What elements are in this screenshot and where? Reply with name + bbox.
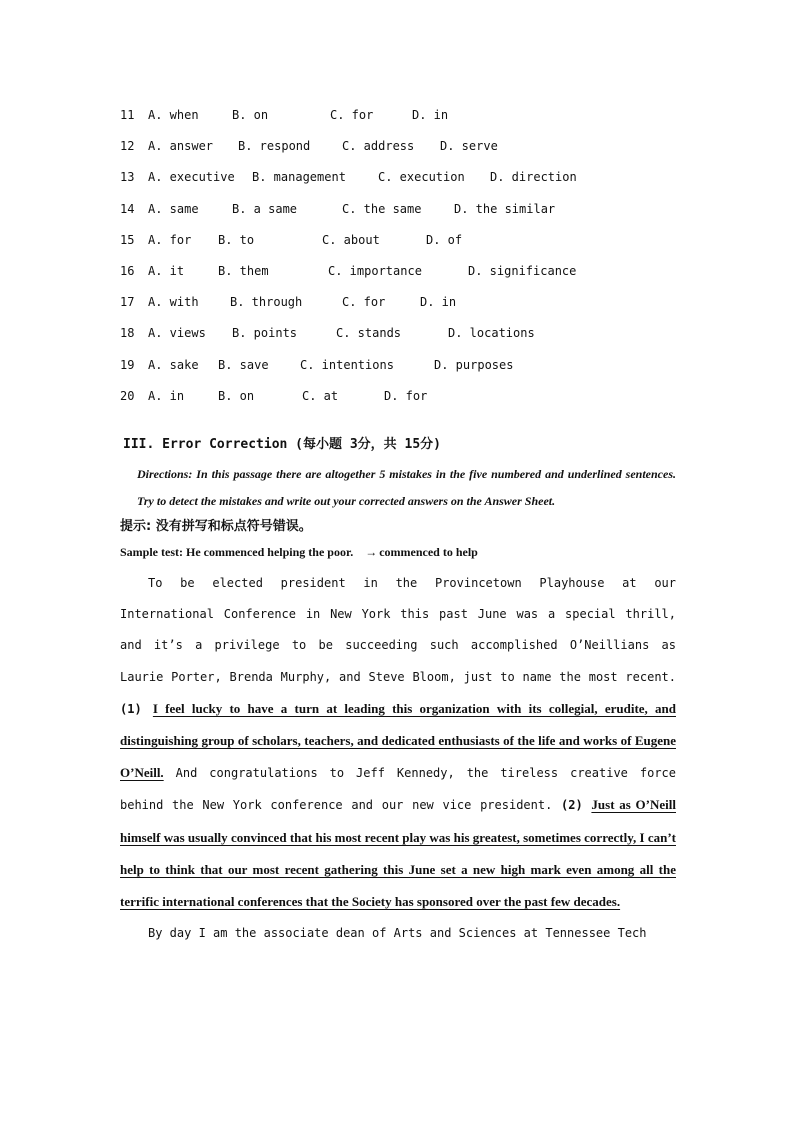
question-number: 14 (120, 201, 135, 216)
option-c: C. intentions (300, 357, 394, 372)
option-b: B. a same (232, 201, 298, 216)
option-d: D. for (384, 388, 428, 403)
option-b: B. on (232, 108, 269, 122)
option-b: B. save (218, 357, 269, 372)
question-row (120, 232, 680, 263)
sample-test (120, 541, 676, 563)
arrow-icon: → (365, 545, 378, 559)
question-number: 20 (120, 388, 135, 403)
question-row (120, 325, 680, 356)
question-number: 13 (120, 170, 135, 185)
question-row (120, 294, 680, 325)
question-row (120, 107, 680, 138)
option-a: A. with (148, 295, 199, 310)
option-d: D. locations (448, 326, 535, 341)
question-row (120, 169, 680, 200)
question-number: 15 (120, 232, 135, 247)
option-a: A. it (148, 263, 185, 278)
option-d: D. in (412, 108, 449, 122)
option-c: C. at (302, 388, 339, 403)
option-d: D. serve (440, 139, 498, 154)
option-c: C. importance (328, 263, 422, 278)
tip-text: 提示: 没有拼写和标点符号错误。 (120, 519, 312, 534)
option-b: B. points (232, 326, 298, 341)
option-b: B. through (230, 295, 303, 310)
question-row (120, 201, 680, 232)
option-b: B. them (218, 263, 269, 278)
option-b: B. to (218, 232, 255, 247)
option-b: B. management (252, 170, 346, 185)
paragraph-1 (120, 568, 676, 918)
option-c: C. for (330, 108, 374, 122)
question-number: 17 (120, 295, 135, 310)
option-c: C. for (342, 295, 386, 310)
option-d: D. in (420, 295, 457, 310)
paragraph-2: By day I am the associate dean of Arts and Sciences at Tennessee Tech (148, 926, 647, 941)
underlined-sentence-1: I feel lucky to have a turn at leading this organization with its collegial, erudite, and distinguishing group of scholars, teachers, and dedicated enthusiasts of the life and works of Eugene O’Neill. (120, 700, 676, 781)
option-a: A. sake (148, 357, 199, 372)
question-number: 11 (120, 108, 135, 122)
passage (120, 568, 676, 949)
option-a: A. executive (148, 170, 235, 185)
option-b: B. respond (238, 139, 311, 154)
option-b: B. on (218, 388, 255, 403)
question-row (120, 263, 680, 294)
question-row (120, 357, 680, 388)
passage-text: To be elected president in the Provincetown Playhouse at our International Conference in New York this past June was a special thrill, and it’s a privilege to be succeeding such accomplished O’Neillians as Laurie Porter, Brenda Murphy, and Steve Bloom, just to name the most recent. (120, 576, 676, 684)
option-a: A. views (148, 326, 206, 341)
passage-text: And congratulations to Jeff Kennedy, the tireless creative force behind the New York conference and our new vice president. (120, 766, 676, 813)
question-row (120, 388, 680, 419)
question-number: 19 (120, 357, 135, 372)
question-number: 12 (120, 139, 135, 154)
option-a: A. in (148, 388, 185, 403)
multiple-choice-list (120, 107, 680, 419)
option-d: D. the similar (454, 201, 556, 216)
option-d: D. of (426, 232, 463, 247)
option-c: C. about (322, 232, 380, 247)
directions-text: Directions: In this passage there are altogether 5 mistakes in the five numbered and underlined sentences. Try to detect the mistakes and write out your corrected answers on the Answer Sheet. (137, 467, 676, 508)
option-c: C. stands (336, 326, 402, 341)
underlined-sentence-2: Just as O’Neill himself was usually convinced that his most recent play was his greatest, sometimes correctly, I can’t help to think that our most recent gathering this June set a new high mark even among all the terrific international conferences that the Society has sponsored over the past few decades. (120, 797, 676, 910)
sentence-number: (2) (561, 798, 592, 813)
section-title: III. Error Correction (每小题 3分，共 15分) (123, 437, 441, 452)
option-a: A. same (148, 201, 199, 216)
sample-question: Sample test: He commenced helping the poor. (120, 545, 354, 559)
option-d: D. direction (490, 170, 577, 185)
option-d: D. purposes (434, 357, 514, 372)
option-c: C. address (342, 139, 415, 154)
option-c: C. the same (342, 201, 422, 216)
error-correction-section (120, 435, 676, 949)
question-number: 16 (120, 263, 135, 278)
question-row (120, 138, 680, 169)
option-a: A. when (148, 108, 199, 122)
option-c: C. execution (378, 170, 465, 185)
sample-answer: commenced to help (379, 545, 478, 559)
sentence-number: (1) (120, 701, 153, 716)
question-number: 18 (120, 326, 135, 341)
option-d: D. significance (468, 263, 577, 278)
option-a: A. answer (148, 139, 214, 154)
option-a: A. for (148, 232, 192, 247)
